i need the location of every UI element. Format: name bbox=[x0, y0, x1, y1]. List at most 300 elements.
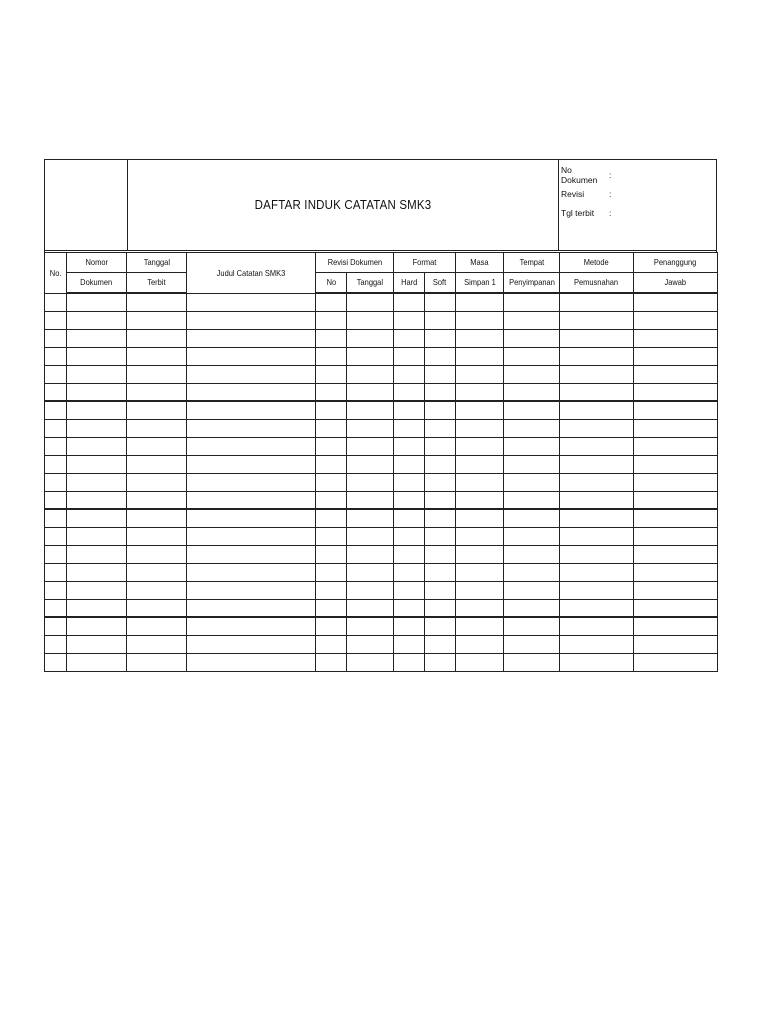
cell-format-hard bbox=[394, 329, 425, 347]
cell-no bbox=[45, 401, 67, 419]
cell-revisi-no bbox=[316, 617, 347, 635]
cell-masa-simpan bbox=[456, 491, 504, 509]
table-row bbox=[45, 581, 718, 599]
cell-masa-simpan bbox=[456, 347, 504, 365]
cell-format-hard bbox=[394, 617, 425, 635]
cell-no bbox=[45, 635, 67, 653]
meta-colon: : bbox=[609, 207, 612, 218]
cell-penanggung-jawab bbox=[634, 599, 718, 617]
cell-format-hard bbox=[394, 653, 425, 671]
cell-format-hard bbox=[394, 347, 425, 365]
cell-metode-pemusnahan bbox=[560, 599, 634, 617]
cell-revisi-no bbox=[316, 401, 347, 419]
cell-format-soft bbox=[425, 599, 456, 617]
cell-revisi-no bbox=[316, 383, 347, 401]
table-row bbox=[45, 293, 718, 311]
cell-penanggung-jawab bbox=[634, 509, 718, 527]
table-row bbox=[45, 599, 718, 617]
cell-tanggal-terbit bbox=[127, 653, 187, 671]
cell-tempat-penyimpanan bbox=[504, 347, 560, 365]
col-header-format-hard bbox=[394, 273, 425, 294]
cell-masa-simpan bbox=[456, 401, 504, 419]
cell-nomor-dokumen bbox=[67, 473, 127, 491]
cell-penanggung-jawab bbox=[634, 491, 718, 509]
cell-nomor-dokumen bbox=[67, 455, 127, 473]
cell-metode-pemusnahan bbox=[560, 383, 634, 401]
col-header-metode-label: Metode bbox=[584, 257, 610, 267]
cell-penanggung-jawab bbox=[634, 635, 718, 653]
cell-nomor-dokumen bbox=[67, 653, 127, 671]
cell-nomor-dokumen bbox=[67, 617, 127, 635]
cell-penanggung-jawab bbox=[634, 383, 718, 401]
cell-format-hard bbox=[394, 563, 425, 581]
cell-metode-pemusnahan bbox=[560, 635, 634, 653]
cell-penanggung-jawab bbox=[634, 401, 718, 419]
col-header-nomor-label: Nomor bbox=[85, 257, 108, 267]
cell-format-soft bbox=[425, 653, 456, 671]
cell-tanggal-terbit bbox=[127, 545, 187, 563]
document-header bbox=[44, 159, 717, 251]
cell-tempat-penyimpanan bbox=[504, 455, 560, 473]
table-row bbox=[45, 329, 718, 347]
cell-format-hard bbox=[394, 437, 425, 455]
cell-metode-pemusnahan bbox=[560, 617, 634, 635]
table-row bbox=[45, 365, 718, 383]
cell-tempat-penyimpanan bbox=[504, 365, 560, 383]
cell-revisi-no bbox=[316, 365, 347, 383]
cell-judul bbox=[187, 419, 316, 437]
cell-masa-simpan bbox=[456, 563, 504, 581]
cell-nomor-dokumen bbox=[67, 311, 127, 329]
meta-label: No Dokumen bbox=[561, 164, 598, 185]
cell-judul bbox=[187, 617, 316, 635]
cell-tanggal-terbit bbox=[127, 437, 187, 455]
cell-penanggung-jawab bbox=[634, 419, 718, 437]
cell-revisi-no bbox=[316, 455, 347, 473]
cell-revisi-tanggal bbox=[347, 365, 394, 383]
col-header-pj bbox=[634, 253, 718, 273]
cell-format-hard bbox=[394, 455, 425, 473]
cell-revisi-tanggal bbox=[347, 473, 394, 491]
cell-tempat-penyimpanan bbox=[504, 653, 560, 671]
col-header-revisi-label: Revisi Dokumen bbox=[327, 257, 382, 267]
cell-nomor-dokumen bbox=[67, 437, 127, 455]
cell-masa-simpan bbox=[456, 329, 504, 347]
cell-tempat-penyimpanan bbox=[504, 599, 560, 617]
cell-metode-pemusnahan bbox=[560, 311, 634, 329]
cell-nomor-dokumen bbox=[67, 635, 127, 653]
cell-format-hard bbox=[394, 401, 425, 419]
cell-judul bbox=[187, 347, 316, 365]
cell-revisi-tanggal bbox=[347, 581, 394, 599]
cell-revisi-tanggal bbox=[347, 347, 394, 365]
cell-format-soft bbox=[425, 401, 456, 419]
cell-format-hard bbox=[394, 545, 425, 563]
cell-tempat-penyimpanan bbox=[504, 581, 560, 599]
cell-revisi-tanggal bbox=[347, 311, 394, 329]
cell-masa-simpan bbox=[456, 437, 504, 455]
cell-masa-simpan bbox=[456, 635, 504, 653]
cell-tanggal-terbit bbox=[127, 473, 187, 491]
meta-colon: : bbox=[609, 169, 612, 180]
cell-masa-simpan bbox=[456, 293, 504, 311]
cell-judul bbox=[187, 635, 316, 653]
cell-format-hard bbox=[394, 527, 425, 545]
cell-judul bbox=[187, 365, 316, 383]
col-header-pj-sub bbox=[634, 273, 718, 294]
cell-nomor-dokumen bbox=[67, 383, 127, 401]
cell-tempat-penyimpanan bbox=[504, 401, 560, 419]
col-header-format-label: Format bbox=[412, 257, 437, 267]
cell-format-hard bbox=[394, 473, 425, 491]
cell-no bbox=[45, 383, 67, 401]
cell-tanggal-terbit bbox=[127, 599, 187, 617]
cell-tempat-penyimpanan bbox=[504, 293, 560, 311]
cell-penanggung-jawab bbox=[634, 347, 718, 365]
col-header-format-soft-label: Soft bbox=[433, 277, 447, 287]
cell-no bbox=[45, 545, 67, 563]
cell-revisi-tanggal bbox=[347, 419, 394, 437]
cell-tanggal-terbit bbox=[127, 509, 187, 527]
cell-revisi-no bbox=[316, 599, 347, 617]
cell-format-soft bbox=[425, 329, 456, 347]
cell-penanggung-jawab bbox=[634, 563, 718, 581]
table-body bbox=[45, 293, 718, 671]
table-row bbox=[45, 527, 718, 545]
cell-format-soft bbox=[425, 455, 456, 473]
cell-format-soft bbox=[425, 491, 456, 509]
cell-nomor-dokumen bbox=[67, 599, 127, 617]
cell-no bbox=[45, 563, 67, 581]
cell-metode-pemusnahan bbox=[560, 527, 634, 545]
cell-metode-pemusnahan bbox=[560, 563, 634, 581]
cell-tempat-penyimpanan bbox=[504, 311, 560, 329]
cell-tanggal-terbit bbox=[127, 563, 187, 581]
cell-nomor-dokumen bbox=[67, 527, 127, 545]
cell-revisi-no bbox=[316, 491, 347, 509]
cell-masa-simpan bbox=[456, 581, 504, 599]
cell-metode-pemusnahan bbox=[560, 401, 634, 419]
cell-tempat-penyimpanan bbox=[504, 473, 560, 491]
cell-tempat-penyimpanan bbox=[504, 437, 560, 455]
table-row bbox=[45, 401, 718, 419]
col-header-tanggal-sub-label: Terbit bbox=[147, 277, 166, 287]
cell-penanggung-jawab bbox=[634, 293, 718, 311]
cell-tanggal-terbit bbox=[127, 491, 187, 509]
cell-nomor-dokumen bbox=[67, 293, 127, 311]
cell-judul bbox=[187, 527, 316, 545]
cell-nomor-dokumen bbox=[67, 347, 127, 365]
meta-label: Revisi bbox=[561, 188, 585, 199]
cell-revisi-tanggal bbox=[347, 653, 394, 671]
table-row bbox=[45, 311, 718, 329]
cell-masa-simpan bbox=[456, 617, 504, 635]
cell-no bbox=[45, 437, 67, 455]
cell-masa-simpan bbox=[456, 653, 504, 671]
table-row bbox=[45, 419, 718, 437]
cell-tanggal-terbit bbox=[127, 635, 187, 653]
table-row bbox=[45, 455, 718, 473]
table-header bbox=[45, 253, 718, 294]
cell-tanggal-terbit bbox=[127, 365, 187, 383]
cell-revisi-tanggal bbox=[347, 491, 394, 509]
cell-metode-pemusnahan bbox=[560, 491, 634, 509]
cell-no bbox=[45, 527, 67, 545]
table-row bbox=[45, 563, 718, 581]
cell-judul bbox=[187, 653, 316, 671]
cell-format-soft bbox=[425, 311, 456, 329]
table-row bbox=[45, 473, 718, 491]
col-header-metode-sub bbox=[560, 273, 634, 294]
table-row bbox=[45, 617, 718, 635]
cell-metode-pemusnahan bbox=[560, 473, 634, 491]
cell-penanggung-jawab bbox=[634, 617, 718, 635]
cell-nomor-dokumen bbox=[67, 563, 127, 581]
col-header-revisi-tanggal bbox=[347, 273, 394, 294]
table-row bbox=[45, 545, 718, 563]
cell-masa-simpan bbox=[456, 383, 504, 401]
cell-judul bbox=[187, 437, 316, 455]
cell-format-hard bbox=[394, 509, 425, 527]
table-row bbox=[45, 383, 718, 401]
cell-nomor-dokumen bbox=[67, 545, 127, 563]
cell-format-hard bbox=[394, 419, 425, 437]
cell-masa-simpan bbox=[456, 599, 504, 617]
meta-row-revisi bbox=[561, 184, 716, 203]
cell-revisi-tanggal bbox=[347, 401, 394, 419]
cell-revisi-no bbox=[316, 581, 347, 599]
cell-revisi-tanggal bbox=[347, 617, 394, 635]
cell-format-hard bbox=[394, 293, 425, 311]
col-header-pj-sub-label: Jawab bbox=[664, 277, 687, 287]
cell-format-soft bbox=[425, 419, 456, 437]
cell-nomor-dokumen bbox=[67, 509, 127, 527]
cell-revisi-tanggal bbox=[347, 329, 394, 347]
cell-penanggung-jawab bbox=[634, 527, 718, 545]
cell-judul bbox=[187, 455, 316, 473]
cell-metode-pemusnahan bbox=[560, 455, 634, 473]
col-header-revisi bbox=[316, 253, 394, 273]
cell-format-soft bbox=[425, 473, 456, 491]
cell-format-soft bbox=[425, 581, 456, 599]
cell-revisi-tanggal bbox=[347, 383, 394, 401]
col-header-tanggal-sub bbox=[127, 273, 187, 294]
cell-tempat-penyimpanan bbox=[504, 509, 560, 527]
table-row bbox=[45, 635, 718, 653]
cell-no bbox=[45, 509, 67, 527]
cell-no bbox=[45, 653, 67, 671]
cell-format-soft bbox=[425, 437, 456, 455]
cell-tanggal-terbit bbox=[127, 401, 187, 419]
col-header-tempat-sub bbox=[504, 273, 560, 294]
col-header-judul bbox=[187, 253, 316, 294]
col-header-tempat-label: Tempat bbox=[519, 257, 544, 267]
cell-format-soft bbox=[425, 617, 456, 635]
cell-penanggung-jawab bbox=[634, 437, 718, 455]
cell-format-soft bbox=[425, 635, 456, 653]
cell-revisi-tanggal bbox=[347, 563, 394, 581]
col-header-format bbox=[394, 253, 456, 273]
cell-no bbox=[45, 419, 67, 437]
cell-judul bbox=[187, 581, 316, 599]
records-table bbox=[44, 252, 718, 672]
cell-tanggal-terbit bbox=[127, 311, 187, 329]
cell-tanggal-terbit bbox=[127, 617, 187, 635]
cell-revisi-no bbox=[316, 563, 347, 581]
cell-masa-simpan bbox=[456, 527, 504, 545]
table-row bbox=[45, 509, 718, 527]
cell-masa-simpan bbox=[456, 419, 504, 437]
cell-nomor-dokumen bbox=[67, 329, 127, 347]
cell-tempat-penyimpanan bbox=[504, 383, 560, 401]
cell-judul bbox=[187, 599, 316, 617]
col-header-metode-sub-label: Pemusnahan bbox=[574, 277, 619, 287]
cell-revisi-tanggal bbox=[347, 455, 394, 473]
cell-metode-pemusnahan bbox=[560, 365, 634, 383]
table-row bbox=[45, 437, 718, 455]
cell-masa-simpan bbox=[456, 473, 504, 491]
cell-revisi-no bbox=[316, 635, 347, 653]
cell-revisi-tanggal bbox=[347, 635, 394, 653]
document-title: DAFTAR INDUK CATATAN SMK3 bbox=[254, 198, 432, 212]
cell-revisi-tanggal bbox=[347, 527, 394, 545]
title-cell bbox=[128, 160, 559, 250]
cell-judul bbox=[187, 473, 316, 491]
cell-nomor-dokumen bbox=[67, 491, 127, 509]
cell-revisi-no bbox=[316, 437, 347, 455]
cell-format-soft bbox=[425, 527, 456, 545]
cell-format-hard bbox=[394, 635, 425, 653]
cell-no bbox=[45, 491, 67, 509]
cell-format-soft bbox=[425, 347, 456, 365]
meta-row-tgl-terbit bbox=[561, 203, 716, 222]
col-header-masa-label: Masa bbox=[470, 257, 489, 267]
cell-revisi-no bbox=[316, 293, 347, 311]
logo-cell bbox=[45, 160, 128, 250]
cell-format-soft bbox=[425, 383, 456, 401]
cell-revisi-no bbox=[316, 329, 347, 347]
cell-tanggal-terbit bbox=[127, 329, 187, 347]
table-row bbox=[45, 653, 718, 671]
cell-tanggal-terbit bbox=[127, 581, 187, 599]
cell-revisi-no bbox=[316, 509, 347, 527]
cell-judul bbox=[187, 293, 316, 311]
cell-format-hard bbox=[394, 491, 425, 509]
cell-no bbox=[45, 473, 67, 491]
col-header-masa-sub-label: Simpan 1 bbox=[463, 277, 496, 287]
cell-tempat-penyimpanan bbox=[504, 617, 560, 635]
cell-masa-simpan bbox=[456, 455, 504, 473]
cell-tanggal-terbit bbox=[127, 527, 187, 545]
col-header-nomor-sub-label: Dokumen bbox=[80, 277, 113, 287]
cell-revisi-tanggal bbox=[347, 509, 394, 527]
cell-no bbox=[45, 347, 67, 365]
cell-tempat-penyimpanan bbox=[504, 635, 560, 653]
cell-revisi-no bbox=[316, 545, 347, 563]
cell-metode-pemusnahan bbox=[560, 509, 634, 527]
col-header-masa-sub bbox=[456, 273, 504, 294]
cell-revisi-tanggal bbox=[347, 293, 394, 311]
cell-metode-pemusnahan bbox=[560, 329, 634, 347]
cell-revisi-no bbox=[316, 653, 347, 671]
cell-no bbox=[45, 599, 67, 617]
cell-nomor-dokumen bbox=[67, 365, 127, 383]
col-header-no bbox=[45, 253, 67, 294]
cell-tempat-penyimpanan bbox=[504, 545, 560, 563]
cell-penanggung-jawab bbox=[634, 365, 718, 383]
cell-format-soft bbox=[425, 365, 456, 383]
cell-revisi-no bbox=[316, 311, 347, 329]
cell-tanggal-terbit bbox=[127, 419, 187, 437]
cell-revisi-tanggal bbox=[347, 437, 394, 455]
cell-masa-simpan bbox=[456, 509, 504, 527]
cell-judul bbox=[187, 563, 316, 581]
cell-revisi-no bbox=[316, 419, 347, 437]
cell-tanggal-terbit bbox=[127, 455, 187, 473]
cell-metode-pemusnahan bbox=[560, 437, 634, 455]
col-header-judul-label: Judul Catatan SMK3 bbox=[216, 267, 286, 278]
cell-penanggung-jawab bbox=[634, 473, 718, 491]
meta-row-no-dokumen bbox=[561, 165, 716, 184]
col-header-nomor bbox=[67, 253, 127, 273]
cell-penanggung-jawab bbox=[634, 581, 718, 599]
cell-nomor-dokumen bbox=[67, 581, 127, 599]
cell-no bbox=[45, 311, 67, 329]
cell-metode-pemusnahan bbox=[560, 581, 634, 599]
col-header-tempat-sub-label: Penyimpanan bbox=[508, 277, 555, 287]
cell-format-hard bbox=[394, 365, 425, 383]
cell-revisi-no bbox=[316, 527, 347, 545]
document-meta bbox=[559, 160, 716, 250]
meta-label: Tgl terbit bbox=[561, 207, 595, 218]
cell-judul bbox=[187, 383, 316, 401]
col-header-format-soft bbox=[425, 273, 456, 294]
cell-metode-pemusnahan bbox=[560, 653, 634, 671]
cell-penanggung-jawab bbox=[634, 329, 718, 347]
cell-judul bbox=[187, 491, 316, 509]
cell-format-soft bbox=[425, 563, 456, 581]
cell-metode-pemusnahan bbox=[560, 419, 634, 437]
col-header-revisi-no bbox=[316, 273, 347, 294]
cell-no bbox=[45, 581, 67, 599]
cell-format-soft bbox=[425, 545, 456, 563]
col-header-format-hard-label: Hard bbox=[400, 277, 418, 287]
cell-tempat-penyimpanan bbox=[504, 527, 560, 545]
table-row bbox=[45, 347, 718, 365]
cell-no bbox=[45, 329, 67, 347]
cell-format-hard bbox=[394, 581, 425, 599]
cell-no bbox=[45, 293, 67, 311]
cell-penanggung-jawab bbox=[634, 455, 718, 473]
cell-penanggung-jawab bbox=[634, 653, 718, 671]
cell-revisi-no bbox=[316, 347, 347, 365]
cell-masa-simpan bbox=[456, 311, 504, 329]
document-sheet bbox=[44, 159, 717, 672]
cell-judul bbox=[187, 329, 316, 347]
col-header-pj-label: Penanggung bbox=[654, 257, 697, 267]
cell-format-hard bbox=[394, 311, 425, 329]
cell-tanggal-terbit bbox=[127, 383, 187, 401]
cell-revisi-no bbox=[316, 473, 347, 491]
cell-masa-simpan bbox=[456, 545, 504, 563]
cell-nomor-dokumen bbox=[67, 419, 127, 437]
cell-format-soft bbox=[425, 509, 456, 527]
cell-nomor-dokumen bbox=[67, 401, 127, 419]
cell-penanggung-jawab bbox=[634, 311, 718, 329]
cell-no bbox=[45, 365, 67, 383]
cell-metode-pemusnahan bbox=[560, 347, 634, 365]
cell-penanggung-jawab bbox=[634, 545, 718, 563]
